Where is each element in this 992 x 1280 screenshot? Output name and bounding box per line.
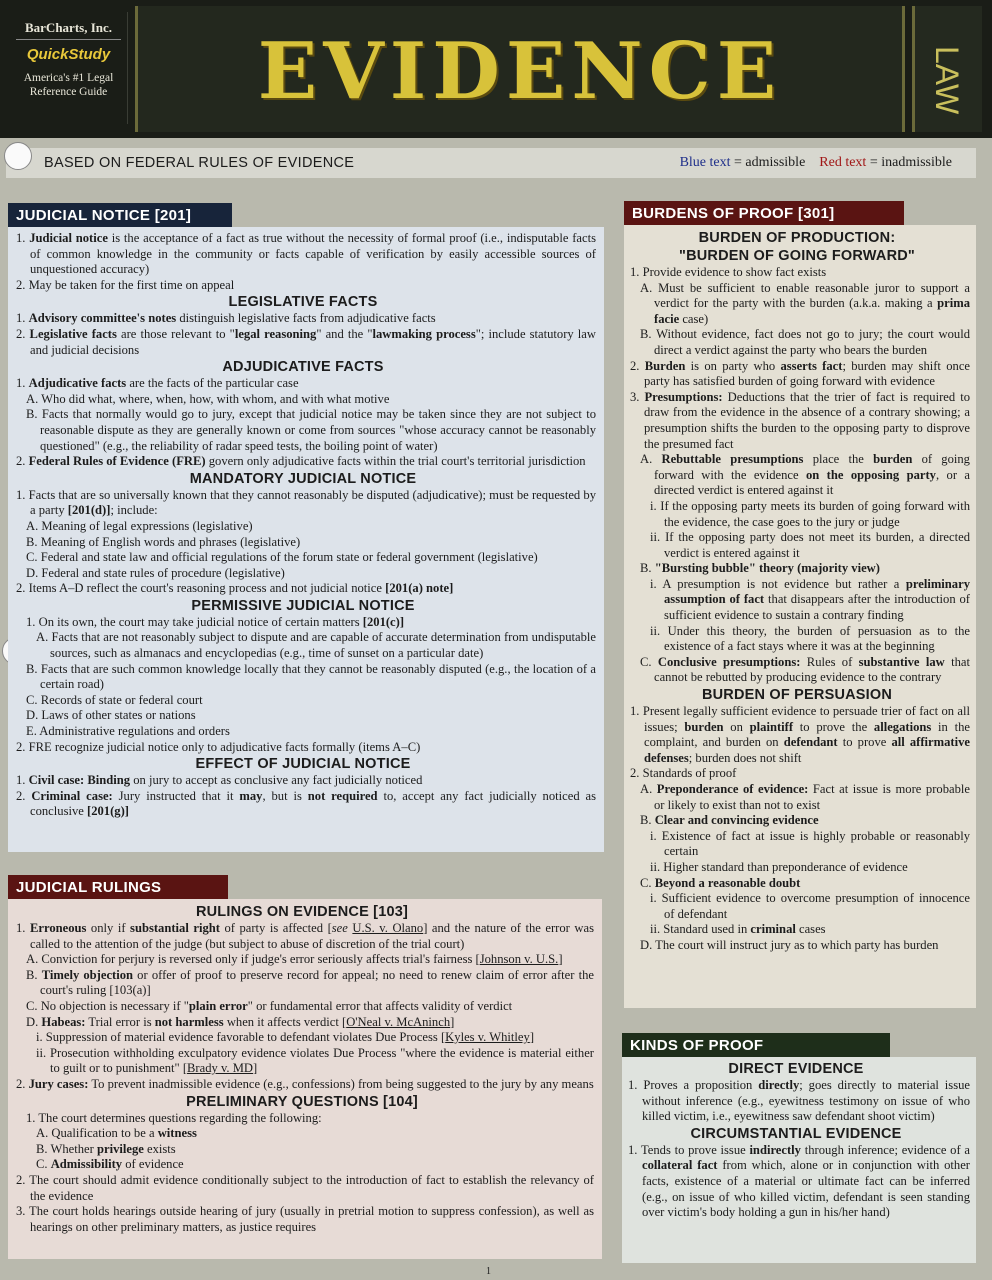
- list-item: C. Records of state or federal court: [26, 692, 203, 707]
- list-item: 1. On its own, the court may take judicial notice of certain matters [201(c)]: [26, 614, 405, 629]
- subheading: ADJUDICATIVE FACTS: [222, 359, 384, 376]
- list-item: 2. FRE recognize judicial notice only to adjudicative facts formally (items A–C): [16, 739, 421, 754]
- brand-name: BarCharts, Inc.: [16, 20, 121, 40]
- list-item: A. Meaning of legal expressions (legislative): [26, 518, 253, 533]
- list-item: B. Facts that are such common knowledge locally that they cannot be reasonably disputed (e.g., the location of a certain road): [26, 661, 596, 692]
- subheading: DIRECT EVIDENCE: [728, 1061, 864, 1077]
- list-item: ii. Under this theory, the burden of persuasion as to the existence of a fact stays where it was at the beginning: [650, 623, 970, 654]
- list-item: E. Administrative regulations and orders: [26, 724, 230, 739]
- list-item: 3. Presumptions: Deductions that the trier of fact is required to draw from the evidence in the absence of a contrary showing; a presumption shifts the burden to the opposing party to disprove the presumed fact: [630, 389, 970, 451]
- list-item: 1. Civil case: Binding on jury to accept as conclusive any fact judicially noticed: [16, 773, 423, 788]
- list-item: D. Laws of other states or nations: [26, 708, 196, 723]
- list-item: 1. Erroneous only if substantial right of party is affected [see U.S. v. Olano] and the nature of the error was called to the attention of the judge (but subject to abuse of discretion of the trial court): [16, 921, 594, 951]
- list-item: A. Preponderance of evidence: Fact at issue is more probable or likely to exist than not to exist: [640, 782, 970, 812]
- list-item: B. Clear and convincing evidence: [640, 813, 819, 828]
- legend-blue-meaning: = admissible: [734, 155, 806, 170]
- list-item: ii. Standard used in criminal cases: [650, 922, 826, 937]
- header-banner: [0, 0, 992, 138]
- brand-logo: [10, 12, 128, 124]
- list-item: C. Beyond a reasonable doubt: [640, 875, 801, 890]
- list-item: i. Existence of fact at issue is highly probable or reasonably certain: [650, 828, 970, 859]
- subheading: RULINGS ON EVIDENCE [103]: [195, 904, 409, 920]
- list-item: 2. Legislative facts are those relevant to "legal reasoning" and the "lawmaking process"; include statutory law and judicial decisions: [16, 326, 596, 357]
- list-item: C. Admissibility of evidence: [36, 1157, 184, 1172]
- list-item: A. Must be sufficient to enable reasonable juror to support a verdict for the party with the burden (a.k.a. making a prima facie case): [640, 280, 970, 326]
- list-item: ii. Higher standard than preponderance of evidence: [650, 859, 908, 874]
- list-item: 1. The court determines questions regarding the following:: [26, 1110, 322, 1125]
- list-item: D. Federal and state rules of procedure (legislative): [26, 565, 285, 580]
- subheading: BURDEN OF PERSUASION: [701, 687, 893, 704]
- burdens-of-proof-panel: [624, 225, 976, 1008]
- section-tab-burdens-of-proof: BURDENS OF PROOF [301]: [624, 201, 904, 225]
- list-item: D. The court will instruct jury as to which party has burden: [640, 937, 939, 952]
- list-item: 1. Present legally sufficient evidence to persuade trier of fact on all issues; burden on plaintiff to prove the allegations in the complaint, and burden on defendant to prove all affirmative defenses; burden does not shift: [630, 704, 971, 765]
- section-tab-kinds-of-proof: KINDS OF PROOF: [622, 1033, 890, 1057]
- list-item: 2. May be taken for the first time on appeal: [16, 277, 235, 292]
- page-number: 1: [486, 1266, 491, 1277]
- subheading: LEGISLATIVE FACTS: [228, 294, 378, 311]
- list-item: 1. Proves a proposition directly; goes directly to material issue without inference (e.g., eyewitness testimony on issue of who killed victim, i.e., eyewitness saw defendant shoot victim): [628, 1078, 970, 1124]
- list-item: 1. Judicial notice is the acceptance of a fact as true without the necessity of formal proof (i.e., indisputable facts of common knowledge in the community or facts capable of verification by easily accessible sources of unquestioned accuracy): [16, 231, 597, 277]
- list-item: C. No objection is necessary if "plain error" or fundamental error that affects validity of verdict: [26, 998, 513, 1013]
- category-band: [912, 6, 982, 132]
- punch-hole: [4, 142, 32, 170]
- list-item: C. Conclusive presumptions: Rules of substantive law that cannot be rebutted by producing evidence to the contrary: [640, 654, 970, 685]
- kinds-of-proof-panel: [622, 1057, 976, 1263]
- list-item: 2. Standards of proof: [630, 766, 737, 781]
- list-item: C. Federal and state law and official regulations of the forum state or federal government (legislative): [26, 550, 538, 565]
- judicial-rulings-panel: [8, 899, 602, 1259]
- list-item: 1. Tends to prove issue indirectly through inference; evidence of a collateral fact from which, alone or in conjunction with other facts, existence of a material or ultimate fact can be inferred (e.g., on issue of who killed victim, defendant is seen standing over victim's body holding a gun in his/her hand): [628, 1142, 970, 1220]
- list-item: 2. Burden is on party who asserts fact; burden may shift once party has satisfied burden of going forward with evidence: [630, 358, 971, 389]
- legend-red-meaning: = inadmissible: [869, 155, 952, 170]
- basis-note: BASED ON FEDERAL RULES OF EVIDENCE: [44, 155, 355, 171]
- color-legend: [680, 155, 952, 171]
- list-item: B. Whether privilege exists: [36, 1141, 176, 1156]
- subheading: MANDATORY JUDICIAL NOTICE: [189, 470, 417, 487]
- list-item: 1. Provide evidence to show fact exists: [630, 265, 827, 279]
- list-item: A. Rebuttable presumptions place the burden of going forward with the evidence on the opposing party, or a directed verdict is entered against it: [640, 452, 970, 498]
- list-item: 2. Jury cases: To prevent inadmissible evidence (e.g., confessions) from being suggested to the jury by any means: [16, 1076, 594, 1091]
- list-item: D. Habeas: Trial error is not harmless when it affects verdict [O'Neal v. McAninch]: [26, 1014, 455, 1029]
- list-item: A. Facts that are not reasonably subject to dispute and are capable of accurate determination from undisputable sources, such as almanacs and encyclopedias (e.g., time of sunset on a particular date): [36, 630, 596, 661]
- section-tab-judicial-rulings: JUDICIAL RULINGS: [8, 875, 228, 899]
- list-item: A. Conviction for perjury is reversed only if judge's error seriously affects trial's fairness [Johnson v. U.S.]: [26, 952, 563, 967]
- legend-red: Red text: [819, 155, 867, 170]
- list-item: ii. If the opposing party does not meet its burden, a directed verdict is entered against it: [650, 530, 970, 560]
- list-item: 3. The court holds hearings outside hearing of jury (usually in pretrial motion to suppress confession), as well as hearings on other preliminary matters, as justice requires: [16, 1204, 594, 1234]
- list-item: 2. Criminal case: Jury instructed that it may, but is not required to, accept any fact judicially noticed as conclusive [201(g)]: [16, 788, 596, 819]
- category-label: LAW: [929, 46, 965, 115]
- list-item: 2. Federal Rules of Evidence (FRE) govern only adjudicative facts within the trial court's territorial jurisdiction: [16, 454, 586, 469]
- list-item: 1. Advisory committee's notes distinguish legislative facts from adjudicative facts: [16, 311, 436, 326]
- list-item: B. Timely objection or offer of proof to preserve record for appeal; no need to renew claim of error after the court's ruling [103(a)]: [26, 967, 594, 998]
- list-item: 2. Items A–D reflect the court's reasoning process and not judicial notice [201(a) note]: [16, 581, 454, 596]
- page-title: EVIDENCE: [257, 26, 783, 117]
- title-band: [135, 6, 905, 132]
- list-item: ii. Prosecution withholding exculpatory evidence violates Due Process "where the evidence is material either to guilt or to punishment" [Brady v. MD]: [36, 1045, 594, 1076]
- list-item: B. Facts that normally would go to jury, except that judicial notice may be taken since they are not subject to reasonable dispute as they are generally known or come from sources "whose accuracy cannot be reasonably questioned" (e.g., the reliability of radar speed tests, the boiling point of water): [26, 407, 596, 453]
- list-item: i. A presumption is not evidence but rather a preliminary assumption of fact that disappears after the introduction of sufficient evidence to sustain a contrary finding: [650, 576, 971, 623]
- subheading: PRELIMINARY QUESTIONS [104]: [186, 1093, 418, 1110]
- judicial-notice-panel: [8, 227, 604, 852]
- list-item: i. Suppression of material evidence favorable to defendant violates Due Process [Kyles v. Whitley]: [36, 1030, 535, 1045]
- brand-tagline: America's #1 Legal Reference Guide: [23, 72, 114, 99]
- list-item: 2. The court should admit evidence conditionally subject to the introduction of fact to establish the relevancy of the evidence: [16, 1172, 594, 1203]
- product-name: QuickStudy: [26, 46, 111, 63]
- list-item: 1. Facts that are so universally known that they cannot reasonably be disputed (adjudicative); must be requested by a party [201(d)]; include:: [16, 487, 596, 518]
- list-item: B. Without evidence, fact does not go to jury; the court would direct a verdict against the party who bears the burden: [640, 327, 970, 357]
- subheading: PERMISSIVE JUDICIAL NOTICE: [191, 597, 415, 614]
- subheading: EFFECT OF JUDICIAL NOTICE: [195, 756, 411, 773]
- section-tab-judicial-notice: JUDICIAL NOTICE [201]: [8, 203, 232, 227]
- list-item: 1. Adjudicative facts are the facts of the particular case: [16, 376, 299, 391]
- list-item: i. If the opposing party meets its burden of going forward with the evidence, the case goes to the jury or judge: [650, 498, 970, 529]
- list-item: A. Who did what, where, when, how, with whom, and with what motive: [26, 391, 390, 406]
- legend-blue: Blue text: [679, 155, 731, 170]
- subheading: BURDEN OF PRODUCTION: "BURDEN OF GOING FORWARD": [679, 230, 915, 264]
- subheading: CIRCUMSTANTIAL EVIDENCE: [690, 1125, 902, 1142]
- subheader-bar: [6, 148, 976, 178]
- list-item: A. Qualification to be a witness: [36, 1126, 197, 1141]
- list-item: B. "Bursting bubble" theory (majority view): [640, 561, 880, 576]
- list-item: i. Sufficient evidence to overcome presumption of innocence of defendant: [650, 891, 970, 921]
- list-item: B. Meaning of English words and phrases (legislative): [26, 534, 301, 549]
